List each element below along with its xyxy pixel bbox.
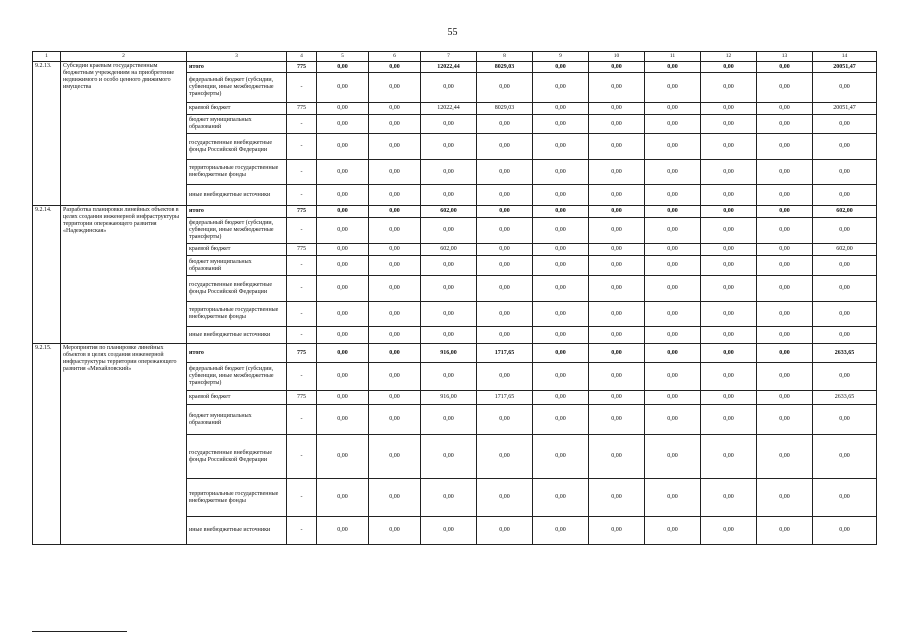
amount-cell: 0,00 [369,218,421,244]
funding-source: итого [187,344,287,363]
amount-cell: 0,00 [589,160,645,185]
header-cell: 4 [287,52,317,62]
funding-source: государственные внебюджетные фонды Российской Федерации [187,134,287,160]
budget-code-cell: 775 [287,391,317,405]
budget-code-cell: - [287,160,317,185]
amount-cell: 0,00 [533,517,589,545]
amount-cell: 0,00 [701,256,757,276]
amount-cell: 0,00 [589,103,645,115]
amount-cell: 0,00 [701,134,757,160]
amount-cell: 0,00 [477,405,533,435]
amount-cell: 0,00 [477,479,533,517]
amount-cell: 0,00 [421,405,477,435]
amount-cell: 0,00 [533,244,589,256]
total-cell: 0,00 [813,160,877,185]
amount-cell: 0,00 [317,185,369,206]
amount-cell: 0,00 [757,256,813,276]
table-row [33,344,877,363]
amount-cell: 8029,03 [477,103,533,115]
amount-cell: 0,00 [317,218,369,244]
amount-cell: 0,00 [645,391,701,405]
table-row [33,62,877,73]
amount-cell: 0,00 [533,62,589,73]
amount-cell: 0,00 [589,344,645,363]
amount-cell: 0,00 [533,363,589,391]
amount-cell: 0,00 [533,218,589,244]
amount-cell: 0,00 [533,276,589,302]
amount-cell: 916,00 [421,391,477,405]
amount-cell: 0,00 [477,517,533,545]
amount-cell: 0,00 [757,115,813,134]
funding-source: территориальные государственные внебюджетные фонды [187,302,287,327]
header-cell: 5 [317,52,369,62]
amount-cell: 0,00 [701,302,757,327]
budget-code-cell: - [287,479,317,517]
amount-cell: 0,00 [645,479,701,517]
amount-cell: 0,00 [421,185,477,206]
amount-cell: 0,00 [533,73,589,103]
amount-cell: 0,00 [369,276,421,302]
amount-cell: 0,00 [645,405,701,435]
amount-cell: 0,00 [369,62,421,73]
amount-cell: 0,00 [421,363,477,391]
amount-cell: 0,00 [589,276,645,302]
amount-cell: 0,00 [369,302,421,327]
amount-cell: 0,00 [369,391,421,405]
total-cell: 0,00 [813,302,877,327]
budget-code-cell: 775 [287,103,317,115]
amount-cell: 0,00 [369,160,421,185]
amount-cell: 0,00 [317,244,369,256]
header-cell: 1 [33,52,61,62]
funding-source: государственные внебюджетные фонды Российской Федерации [187,276,287,302]
total-cell: 0,00 [813,517,877,545]
amount-cell: 1717,65 [477,344,533,363]
amount-cell: 0,00 [533,405,589,435]
amount-cell: 0,00 [533,256,589,276]
amount-cell: 0,00 [317,73,369,103]
amount-cell: 0,00 [589,435,645,479]
amount-cell: 0,00 [757,405,813,435]
amount-cell: 602,00 [421,244,477,256]
amount-cell: 12022,44 [421,62,477,73]
amount-cell: 0,00 [317,276,369,302]
amount-cell: 0,00 [589,517,645,545]
total-cell: 602,00 [813,206,877,218]
amount-cell: 0,00 [477,256,533,276]
amount-cell: 0,00 [369,206,421,218]
amount-cell: 0,00 [701,103,757,115]
amount-cell: 0,00 [589,62,645,73]
amount-cell: 0,00 [645,517,701,545]
amount-cell: 0,00 [757,134,813,160]
amount-cell: 0,00 [589,327,645,344]
amount-cell: 0,00 [645,185,701,206]
amount-cell: 0,00 [317,517,369,545]
amount-cell: 0,00 [589,244,645,256]
amount-cell: 0,00 [757,62,813,73]
amount-cell: 0,00 [477,276,533,302]
total-cell: 0,00 [813,218,877,244]
amount-cell: 0,00 [589,185,645,206]
funding-source: краевой бюджет [187,391,287,405]
amount-cell: 0,00 [317,256,369,276]
amount-cell: 0,00 [533,435,589,479]
amount-cell: 0,00 [701,391,757,405]
funding-source: территориальные государственные внебюджетные фонды [187,479,287,517]
amount-cell: 0,00 [645,327,701,344]
amount-cell: 0,00 [589,363,645,391]
total-cell: 0,00 [813,134,877,160]
total-cell: 0,00 [813,73,877,103]
budget-code-cell: 775 [287,206,317,218]
amount-cell: 0,00 [701,160,757,185]
amount-cell: 0,00 [645,62,701,73]
budget-code-cell: 775 [287,344,317,363]
amount-cell: 0,00 [369,103,421,115]
item-name: Субсидии краевым государственным бюджетным учреждениям на приобретение недвижимого и особо ценного движимого имущества [61,62,187,206]
total-cell: 0,00 [813,276,877,302]
budget-code-cell: - [287,115,317,134]
amount-cell: 0,00 [645,302,701,327]
amount-cell: 0,00 [317,115,369,134]
header-row [33,52,877,62]
amount-cell: 0,00 [369,517,421,545]
amount-cell: 0,00 [701,435,757,479]
amount-cell: 12022,44 [421,103,477,115]
amount-cell: 0,00 [369,115,421,134]
amount-cell: 0,00 [421,435,477,479]
amount-cell: 0,00 [533,103,589,115]
item-code: 9.2.13. [33,62,61,206]
amount-cell: 0,00 [317,344,369,363]
amount-cell: 0,00 [645,244,701,256]
amount-cell: 0,00 [701,479,757,517]
amount-cell: 0,00 [317,160,369,185]
header-cell: 3 [187,52,287,62]
amount-cell: 0,00 [533,185,589,206]
amount-cell: 0,00 [645,206,701,218]
budget-code-cell: - [287,218,317,244]
amount-cell: 0,00 [369,256,421,276]
amount-cell: 0,00 [533,302,589,327]
budget-code-cell: - [287,134,317,160]
funding-source: бюджет муниципальных образований [187,115,287,134]
amount-cell: 0,00 [533,327,589,344]
amount-cell: 0,00 [645,73,701,103]
amount-cell: 0,00 [645,363,701,391]
amount-cell: 0,00 [757,276,813,302]
amount-cell: 0,00 [477,302,533,327]
amount-cell: 0,00 [369,244,421,256]
amount-cell: 0,00 [421,276,477,302]
amount-cell: 0,00 [369,327,421,344]
amount-cell: 0,00 [757,363,813,391]
funding-source: краевой бюджет [187,244,287,256]
amount-cell: 0,00 [477,115,533,134]
amount-cell: 1717,65 [477,391,533,405]
amount-cell: 0,00 [589,206,645,218]
budget-code-cell: 775 [287,244,317,256]
total-cell: 0,00 [813,327,877,344]
header-cell: 11 [645,52,701,62]
amount-cell: 0,00 [533,206,589,218]
amount-cell: 0,00 [317,391,369,405]
amount-cell: 0,00 [589,115,645,134]
table-row [33,206,877,218]
header-cell: 10 [589,52,645,62]
funding-source: бюджет муниципальных образований [187,256,287,276]
item-name: Мероприятия по планировке линейных объектов в целях создания инженерной инфраструктуры территории опережающего развития «Михайловский» [61,344,187,545]
funding-source: иные внебюджетные источники [187,517,287,545]
item-code: 9.2.14. [33,206,61,344]
amount-cell: 0,00 [757,344,813,363]
item-name: Разработка планировки линейных объектов в целях создания инженерной инфраструктуры территории опережающего развития «Надеждинская» [61,206,187,344]
amount-cell: 0,00 [477,73,533,103]
amount-cell: 0,00 [369,344,421,363]
total-cell: 20051,47 [813,62,877,73]
amount-cell: 0,00 [589,73,645,103]
amount-cell: 0,00 [421,327,477,344]
amount-cell: 0,00 [589,302,645,327]
amount-cell: 0,00 [645,256,701,276]
item-code: 9.2.15. [33,344,61,545]
amount-cell: 0,00 [421,134,477,160]
page-number: 55 [447,27,458,38]
amount-cell: 0,00 [477,134,533,160]
funding-source: иные внебюджетные источники [187,327,287,344]
funding-source: краевой бюджет [187,103,287,115]
amount-cell: 0,00 [701,218,757,244]
amount-cell: 0,00 [701,327,757,344]
amount-cell: 0,00 [701,206,757,218]
funding-source: государственные внебюджетные фонды Российской Федерации [187,435,287,479]
amount-cell: 0,00 [421,115,477,134]
total-cell: 0,00 [813,363,877,391]
amount-cell: 0,00 [701,73,757,103]
amount-cell: 0,00 [757,327,813,344]
amount-cell: 0,00 [645,276,701,302]
amount-cell: 0,00 [757,206,813,218]
amount-cell: 602,00 [421,206,477,218]
amount-cell: 0,00 [317,103,369,115]
amount-cell: 916,00 [421,344,477,363]
budget-code-cell: - [287,517,317,545]
amount-cell: 0,00 [317,62,369,73]
amount-cell: 0,00 [317,302,369,327]
amount-cell: 0,00 [589,256,645,276]
amount-cell: 0,00 [421,256,477,276]
amount-cell: 0,00 [757,479,813,517]
budget-code-cell: - [287,327,317,344]
amount-cell: 0,00 [317,134,369,160]
amount-cell: 0,00 [477,363,533,391]
amount-cell: 0,00 [533,391,589,405]
header-cell: 2 [61,52,187,62]
amount-cell: 0,00 [589,391,645,405]
budget-code-cell: - [287,435,317,479]
amount-cell: 0,00 [369,134,421,160]
header-cell: 13 [757,52,813,62]
amount-cell: 0,00 [701,244,757,256]
amount-cell: 0,00 [757,302,813,327]
budget-code-cell: - [287,73,317,103]
budget-code-cell: - [287,302,317,327]
amount-cell: 0,00 [533,134,589,160]
header-cell: 6 [369,52,421,62]
amount-cell: 0,00 [317,206,369,218]
total-cell: 20051,47 [813,103,877,115]
amount-cell: 0,00 [645,344,701,363]
amount-cell: 0,00 [477,185,533,206]
amount-cell: 0,00 [757,435,813,479]
total-cell: 0,00 [813,435,877,479]
amount-cell: 0,00 [421,218,477,244]
amount-cell: 0,00 [477,206,533,218]
amount-cell: 0,00 [477,244,533,256]
budget-code-cell: - [287,185,317,206]
budget-code-cell: - [287,256,317,276]
amount-cell: 0,00 [369,185,421,206]
header-cell: 14 [813,52,877,62]
funding-source: территориальные государственные внебюджетные фонды [187,160,287,185]
total-cell: 2633,65 [813,391,877,405]
header-cell: 9 [533,52,589,62]
budget-table [32,51,877,545]
total-cell: 0,00 [813,256,877,276]
amount-cell: 0,00 [369,363,421,391]
amount-cell: 0,00 [477,218,533,244]
total-cell: 0,00 [813,115,877,134]
amount-cell: 0,00 [317,435,369,479]
amount-cell: 0,00 [701,344,757,363]
amount-cell: 0,00 [701,185,757,206]
total-cell: 0,00 [813,405,877,435]
budget-code-cell: 775 [287,62,317,73]
amount-cell: 0,00 [477,160,533,185]
amount-cell: 0,00 [701,276,757,302]
amount-cell: 0,00 [369,405,421,435]
amount-cell: 0,00 [701,363,757,391]
amount-cell: 8029,03 [477,62,533,73]
footnote-separator [32,631,127,632]
amount-cell: 0,00 [317,363,369,391]
funding-source: федеральный бюджет (субсидии, субвенции, иные межбюджетные трансферты) [187,363,287,391]
funding-source: итого [187,62,287,73]
total-cell: 0,00 [813,185,877,206]
amount-cell: 0,00 [421,517,477,545]
amount-cell: 0,00 [421,73,477,103]
amount-cell: 0,00 [701,115,757,134]
amount-cell: 0,00 [317,327,369,344]
amount-cell: 0,00 [645,134,701,160]
header-cell: 8 [477,52,533,62]
amount-cell: 0,00 [757,73,813,103]
amount-cell: 0,00 [533,479,589,517]
funding-source: итого [187,206,287,218]
header-cell: 7 [421,52,477,62]
funding-source: федеральный бюджет (субсидии, субвенции, иные межбюджетные трансферты) [187,218,287,244]
amount-cell: 0,00 [533,344,589,363]
amount-cell: 0,00 [645,218,701,244]
amount-cell: 0,00 [421,160,477,185]
funding-source: федеральный бюджет (субсидии, субвенции, иные межбюджетные трансферты) [187,73,287,103]
amount-cell: 0,00 [533,115,589,134]
header-cell: 12 [701,52,757,62]
funding-source: иные внебюджетные источники [187,185,287,206]
funding-source: бюджет муниципальных образований [187,405,287,435]
amount-cell: 0,00 [645,103,701,115]
total-cell: 0,00 [813,479,877,517]
amount-cell: 0,00 [757,391,813,405]
amount-cell: 0,00 [369,435,421,479]
amount-cell: 0,00 [701,517,757,545]
amount-cell: 0,00 [369,479,421,517]
amount-cell: 0,00 [701,62,757,73]
amount-cell: 0,00 [645,435,701,479]
amount-cell: 0,00 [317,479,369,517]
amount-cell: 0,00 [757,218,813,244]
budget-code-cell: - [287,363,317,391]
amount-cell: 0,00 [589,218,645,244]
amount-cell: 0,00 [477,327,533,344]
total-cell: 602,00 [813,244,877,256]
amount-cell: 0,00 [589,405,645,435]
amount-cell: 0,00 [757,244,813,256]
amount-cell: 0,00 [645,160,701,185]
amount-cell: 0,00 [317,405,369,435]
amount-cell: 0,00 [757,103,813,115]
budget-code-cell: - [287,276,317,302]
amount-cell: 0,00 [645,115,701,134]
budget-code-cell: - [287,405,317,435]
amount-cell: 0,00 [421,302,477,327]
amount-cell: 0,00 [757,517,813,545]
total-cell: 2633,65 [813,344,877,363]
amount-cell: 0,00 [589,134,645,160]
amount-cell: 0,00 [589,479,645,517]
amount-cell: 0,00 [421,479,477,517]
amount-cell: 0,00 [757,185,813,206]
amount-cell: 0,00 [701,405,757,435]
amount-cell: 0,00 [369,73,421,103]
amount-cell: 0,00 [477,435,533,479]
amount-cell: 0,00 [533,160,589,185]
amount-cell: 0,00 [757,160,813,185]
